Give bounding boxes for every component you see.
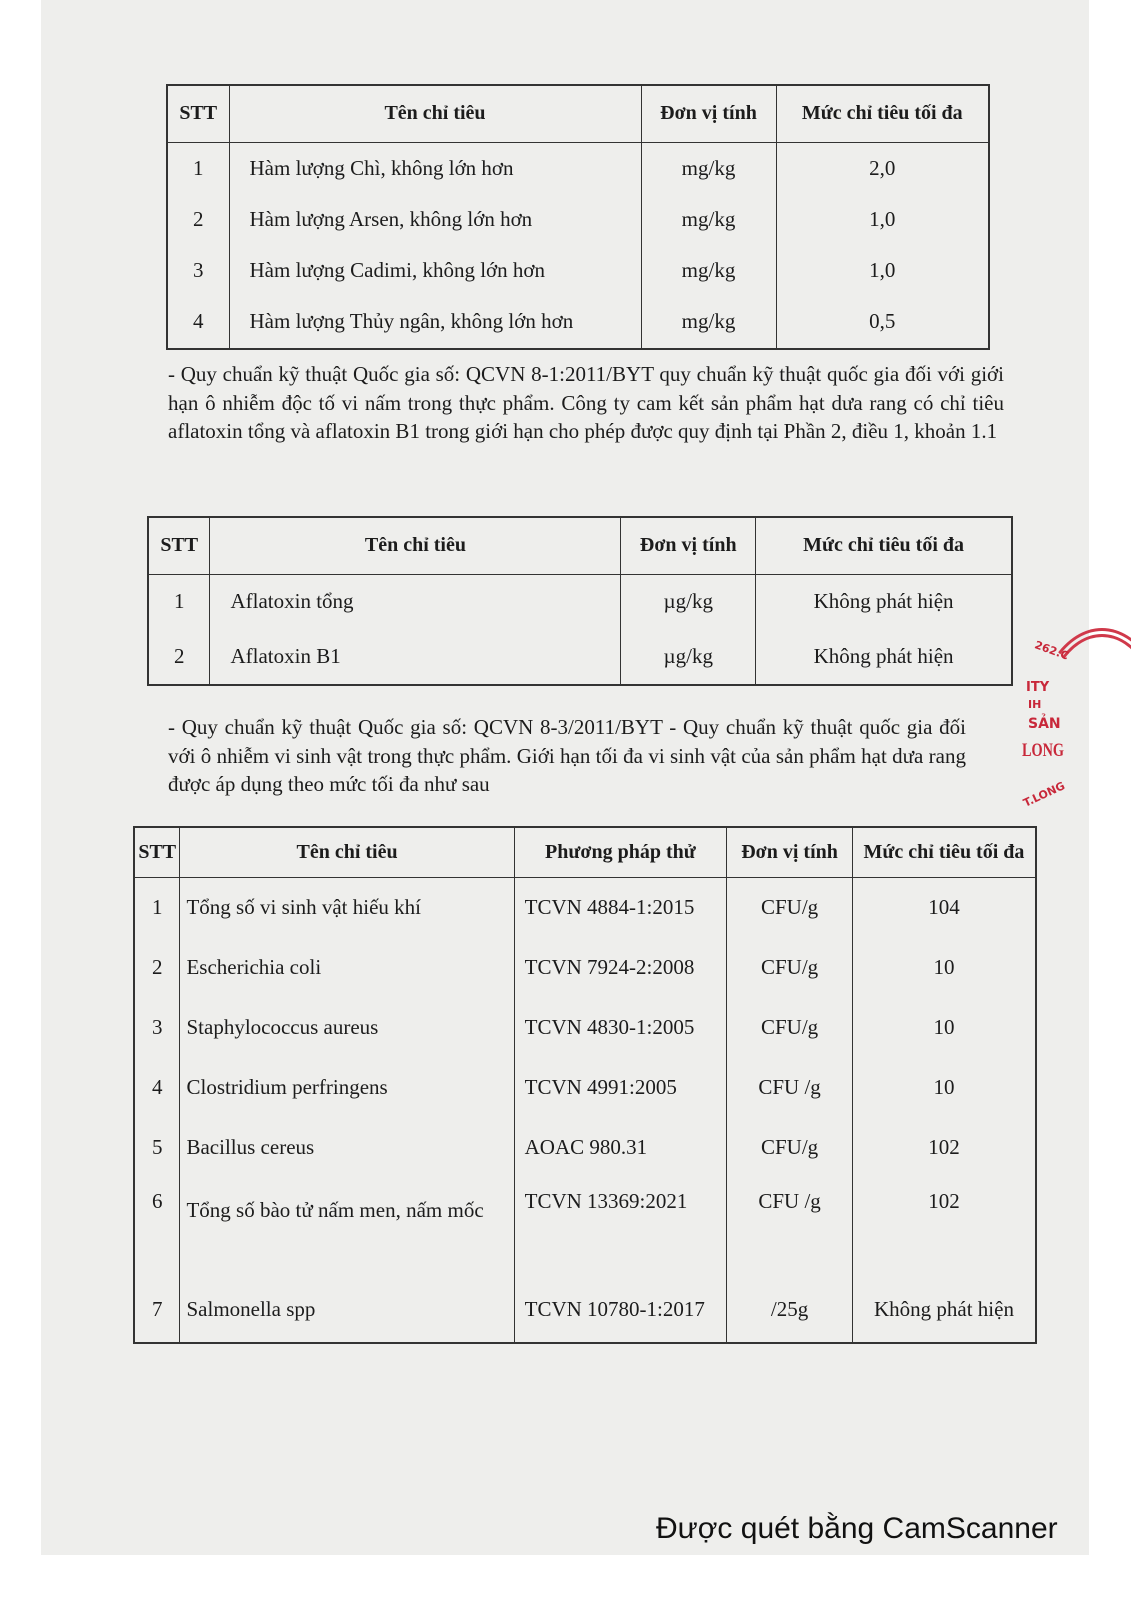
header-unit: Đơn vị tính [641, 85, 776, 142]
row-stt: 1 [167, 142, 229, 194]
row-stt: 2 [167, 194, 229, 245]
table-row [148, 629, 1012, 685]
row-unit: µg/kg [621, 574, 756, 629]
row-test-method: TCVN 7924-2:2008 [514, 937, 727, 997]
row-max-level: 104 [852, 877, 1036, 937]
stamp-text: SẢN [1028, 716, 1061, 732]
company-stamp [1021, 628, 1094, 828]
row-name: Tổng số vi sinh vật hiếu khí [180, 877, 514, 937]
regulation-paragraph-2: - Quy chuẩn kỹ thuật Quốc gia số: QCVN 8-3/2011/BYT - Quy chuẩn kỹ thuật quốc gia đối với ô nhiễm vi sinh vật trong thực phẩm. Giới hạn tối đa vi sinh vật của sản phẩm hạt dưa rang được áp dụng theo mức tối đa như sau [168, 715, 966, 796]
table-row [134, 1177, 1036, 1277]
row-max-level: 0,5 [776, 296, 989, 349]
row-max-level: 2,0 [776, 142, 989, 194]
table-row [134, 877, 1036, 937]
row-max-level: Không phát hiện [756, 574, 1012, 629]
header-max-level: Mức chỉ tiêu tối đa [776, 85, 989, 142]
row-max-level: 10 [852, 997, 1036, 1057]
row-unit: mg/kg [641, 245, 776, 296]
microbiology-table [133, 826, 1037, 1344]
row-stt: 4 [167, 296, 229, 349]
row-max-level: Không phát hiện [852, 1277, 1036, 1343]
row-unit: CFU/g [727, 997, 853, 1057]
row-name: Tổng số bào tử nấm men, nấm mốc [180, 1177, 514, 1277]
row-name: Hàm lượng Thủy ngân, không lớn hơn [229, 296, 641, 349]
row-name: Hàm lượng Cadimi, không lớn hơn [229, 245, 641, 296]
row-test-method: TCVN 10780-1:2017 [514, 1277, 727, 1343]
row-stt: 7 [134, 1277, 180, 1343]
row-stt: 3 [167, 245, 229, 296]
stamp-text: ITY [1026, 680, 1050, 695]
header-unit: Đơn vị tính [727, 827, 853, 877]
row-test-method: TCVN 13369:2021 [514, 1177, 727, 1277]
header-stt: STT [134, 827, 180, 877]
regulation-paragraph-1: - Quy chuẩn kỹ thuật Quốc gia số: QCVN 8-1:2011/BYT quy chuẩn kỹ thuật quốc gia đối với giới hạn ô nhiễm độc tố vi nấm trong thực phẩm. Công ty cam kết sản phẩm hạt dưa rang có chỉ tiêu aflatoxin tổng và aflatoxin B1 trong giới hạn cho phép được quy định tại Phần 2, điều 1, khoản 1.1 [168, 362, 1004, 443]
row-name: Clostridium perfringens [180, 1057, 514, 1117]
row-stt: 6 [134, 1177, 180, 1277]
row-unit: CFU/g [727, 1117, 853, 1177]
row-unit: CFU/g [727, 877, 853, 937]
header-unit: Đơn vị tính [621, 517, 756, 574]
row-unit: CFU /g [727, 1057, 853, 1117]
table-row [134, 1057, 1036, 1117]
stamp-text: IH [1028, 698, 1042, 711]
row-name: Escherichia coli [180, 937, 514, 997]
aflatoxin-table [147, 516, 1013, 686]
row-unit: µg/kg [621, 629, 756, 685]
header-max-level: Mức chỉ tiêu tối đa [756, 517, 1012, 574]
row-stt: 2 [134, 937, 180, 997]
row-name: Hàm lượng Arsen, không lớn hơn [229, 194, 641, 245]
row-max-level: 1,0 [776, 245, 989, 296]
row-test-method: TCVN 4830-1:2005 [514, 997, 727, 1057]
row-test-method: AOAC 980.31 [514, 1117, 727, 1177]
table-row [167, 296, 989, 349]
header-test-method: Phương pháp thử [514, 827, 727, 877]
row-name: Staphylococcus aureus [180, 997, 514, 1057]
row-name: Bacillus cereus [180, 1117, 514, 1177]
scanner-watermark: Được quét bằng CamScanner [656, 1512, 1058, 1545]
row-test-method: TCVN 4991:2005 [514, 1057, 727, 1117]
row-stt: 1 [134, 877, 180, 937]
stamp-text: T.LONG [1021, 779, 1067, 810]
row-unit: mg/kg [641, 194, 776, 245]
heavy-metals-table [166, 84, 990, 350]
table-row [167, 194, 989, 245]
row-unit: /25g [727, 1277, 853, 1343]
row-max-level: 102 [852, 1177, 1036, 1277]
header-name: Tên chỉ tiêu [180, 827, 514, 877]
row-unit: CFU /g [727, 1177, 853, 1277]
row-unit: mg/kg [641, 142, 776, 194]
row-max-level: 102 [852, 1117, 1036, 1177]
row-unit: CFU/g [727, 937, 853, 997]
table-row [134, 1117, 1036, 1177]
table-row [148, 574, 1012, 629]
row-stt: 5 [134, 1117, 180, 1177]
row-name: Salmonella spp [180, 1277, 514, 1343]
row-max-level: 1,0 [776, 194, 989, 245]
row-name: Hàm lượng Chì, không lớn hơn [229, 142, 641, 194]
stamp-text: 262.C [1032, 638, 1071, 663]
row-stt: 4 [134, 1057, 180, 1117]
row-stt: 3 [134, 997, 180, 1057]
header-stt: STT [167, 85, 229, 142]
table-row [134, 937, 1036, 997]
row-stt: 1 [148, 574, 210, 629]
header-name: Tên chỉ tiêu [210, 517, 621, 574]
stamp-text: LONG [1022, 740, 1064, 761]
row-name: Aflatoxin tổng [210, 574, 621, 629]
row-max-level: 10 [852, 937, 1036, 997]
row-unit: mg/kg [641, 296, 776, 349]
table-row [167, 245, 989, 296]
row-name: Aflatoxin B1 [210, 629, 621, 685]
header-name: Tên chỉ tiêu [229, 85, 641, 142]
row-max-level: 10 [852, 1057, 1036, 1117]
table-row [167, 142, 989, 194]
header-max-level: Mức chỉ tiêu tối đa [852, 827, 1036, 877]
table-row [134, 997, 1036, 1057]
row-test-method: TCVN 4884-1:2015 [514, 877, 727, 937]
row-stt: 2 [148, 629, 210, 685]
header-stt: STT [148, 517, 210, 574]
table-row [134, 1277, 1036, 1343]
row-max-level: Không phát hiện [756, 629, 1012, 685]
